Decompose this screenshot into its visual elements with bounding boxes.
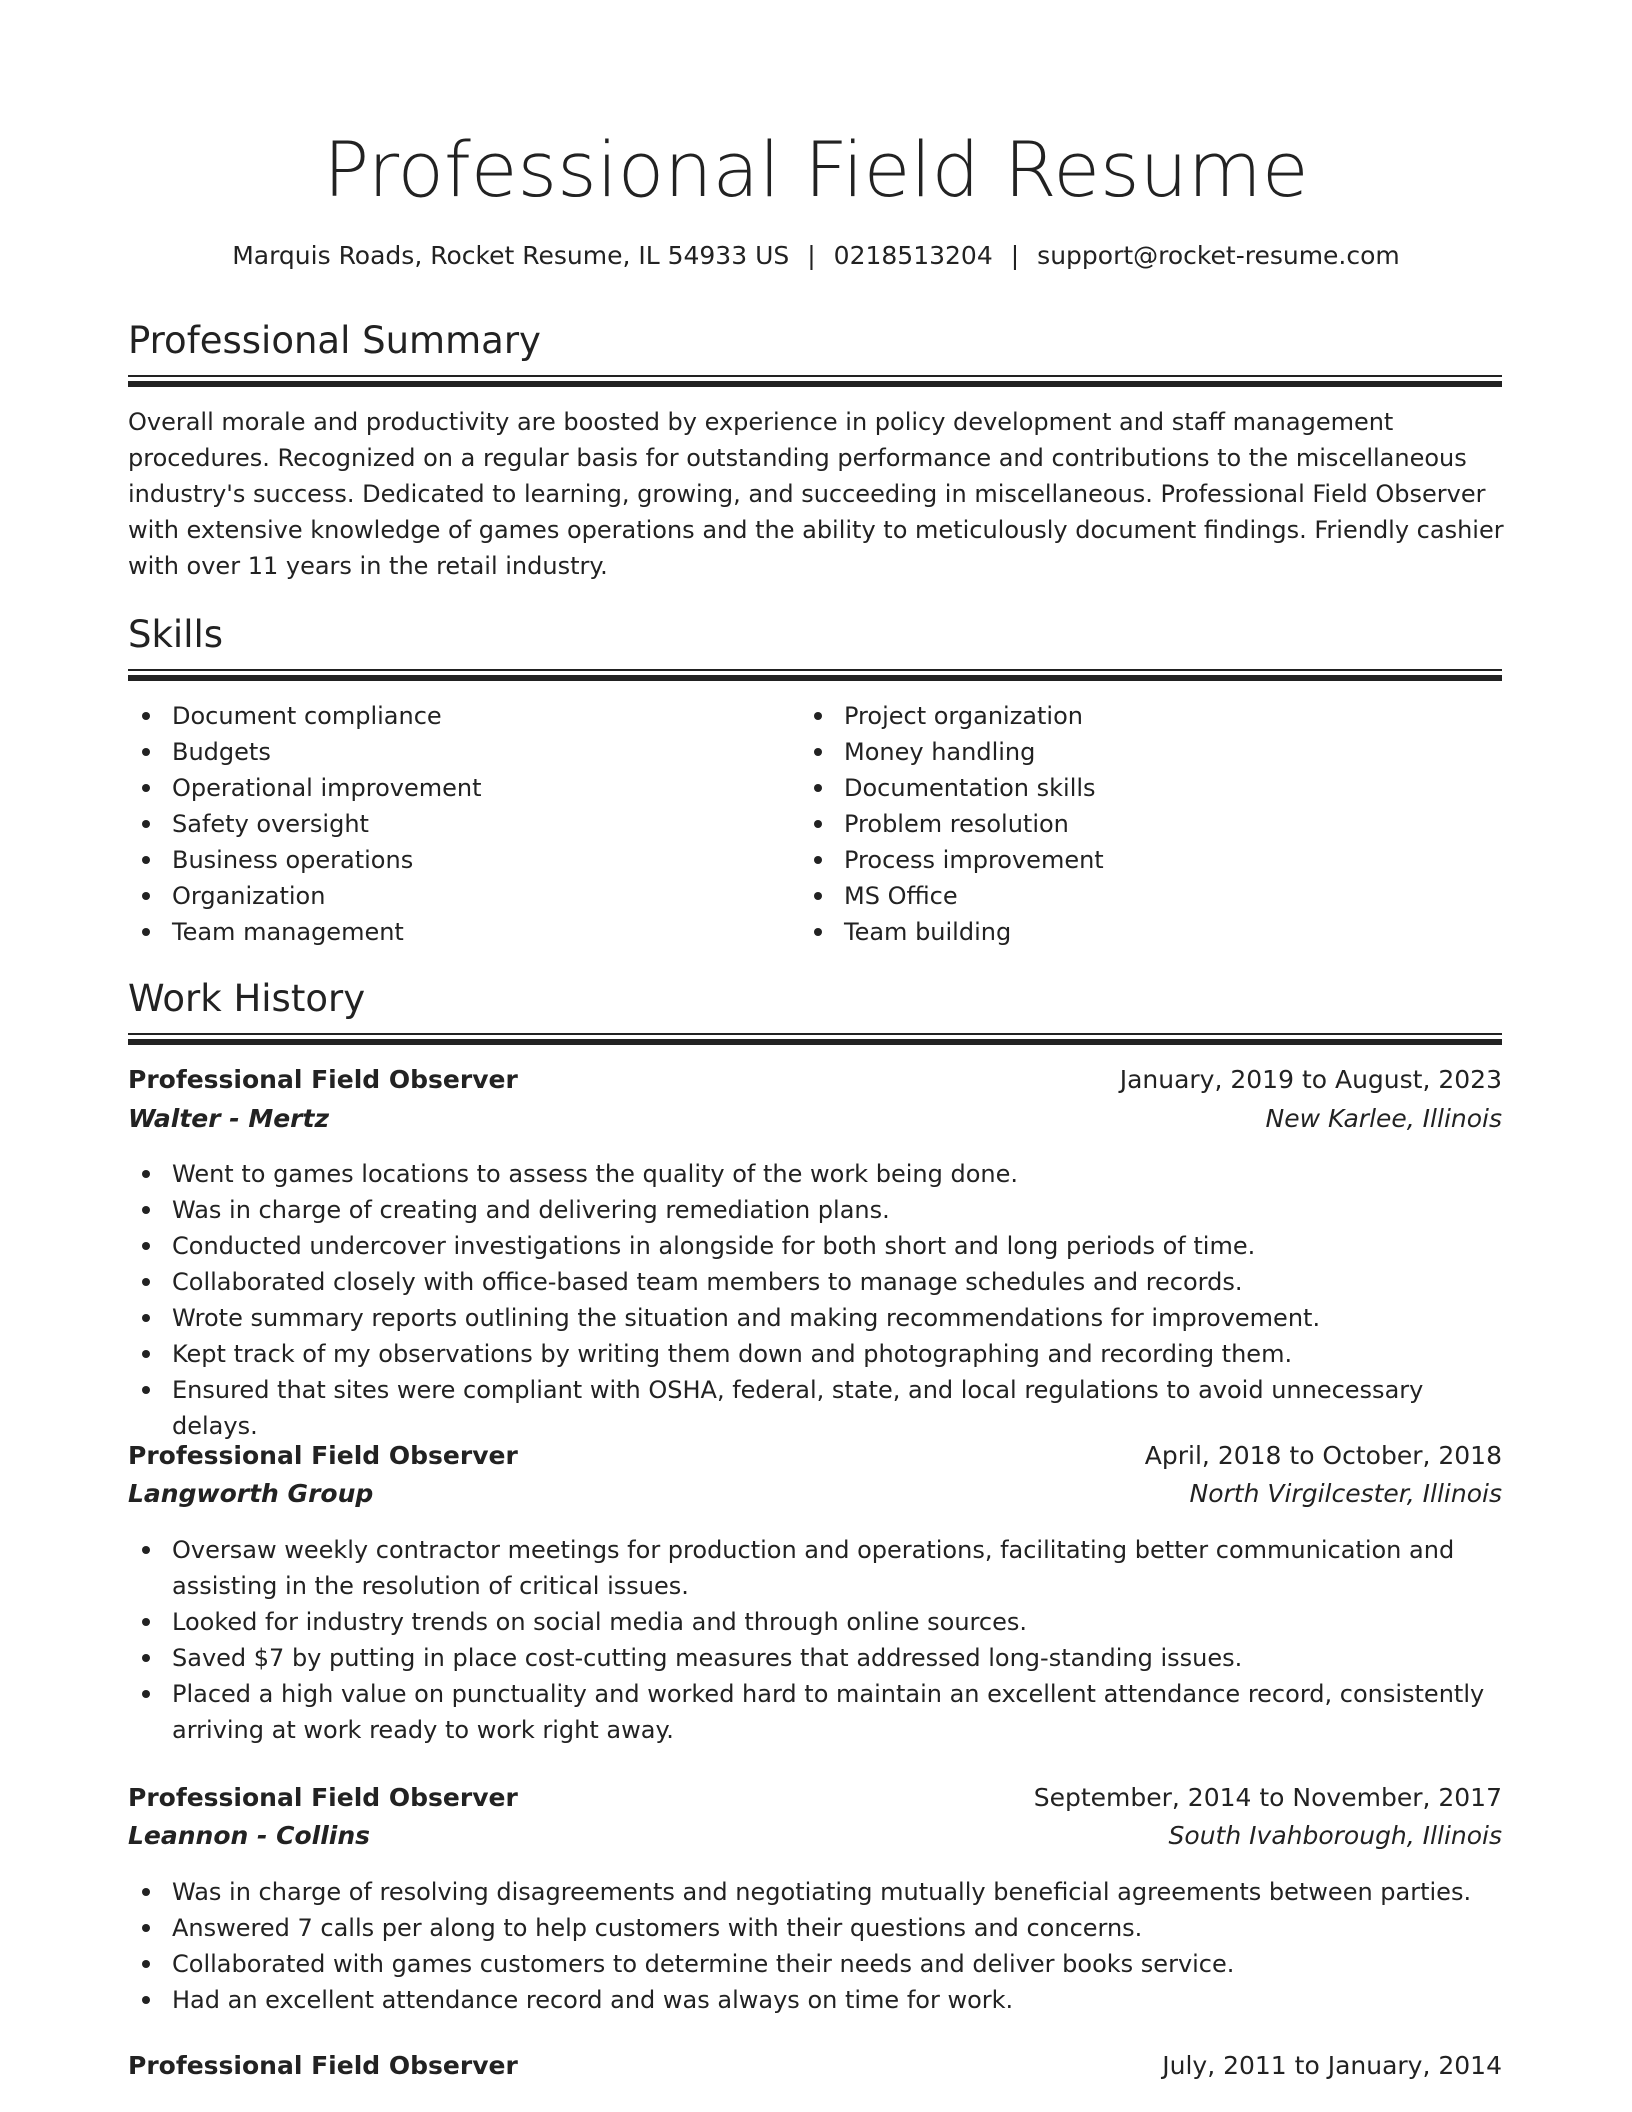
job-bullets — [128, 1874, 1508, 2018]
job-company: Leannon - Collins — [128, 1821, 371, 1850]
job-location: New Karlee, Illinois — [1265, 1104, 1502, 1133]
section-divider — [128, 669, 1502, 681]
skill-item: Team building — [800, 914, 1480, 950]
job-title: Professional Field Observer — [128, 1441, 518, 1470]
job-location: South Ivahborough, Illinois — [1168, 1821, 1502, 1850]
contact-separator: | — [807, 241, 816, 270]
section-divider — [128, 1033, 1502, 1045]
section-divider — [128, 375, 1502, 387]
job-dates: July, 2011 to January, 2014 — [1162, 2051, 1502, 2080]
skill-item: Budgets — [128, 734, 768, 770]
skill-item: Documentation skills — [800, 770, 1480, 806]
contact-line — [0, 238, 1632, 274]
section-title-work-history: Work History — [128, 977, 366, 1020]
job-bullet: Placed a high value on punctuality and worked hard to maintain an excellent attendance record, consistently arriving at work ready to work right away. — [128, 1676, 1508, 1748]
job-company: Walter - Mertz — [128, 1104, 330, 1133]
skill-item: Operational improvement — [128, 770, 768, 806]
contact-email[interactable]: support@rocket-resume.com — [1037, 241, 1400, 270]
skills-list-left — [128, 698, 768, 950]
job-bullet: Wrote summary reports outlining the situation and making recommendations for improvement. — [128, 1300, 1508, 1336]
job-company: Langworth Group — [128, 1479, 374, 1508]
section-title-skills: Skills — [128, 613, 224, 656]
job-dates: January, 2019 to August, 2023 — [1119, 1065, 1502, 1094]
job-bullet: Had an excellent attendance record and was always on time for work. — [128, 1982, 1508, 2018]
job-bullet: Was in charge of resolving disagreements and negotiating mutually beneficial agreements between parties. — [128, 1874, 1508, 1910]
job-title: Professional Field Observer — [128, 1065, 518, 1094]
skills-list-right — [800, 698, 1480, 950]
job-title: Professional Field Observer — [128, 2051, 518, 2080]
job-bullet: Looked for industry trends on social media and through online sources. — [128, 1604, 1508, 1640]
job-bullet: Conducted undercover investigations in alongside for both short and long periods of time. — [128, 1228, 1508, 1264]
job-bullets — [128, 1532, 1508, 1748]
contact-address: Marquis Roads, Rocket Resume, IL 54933 US — [232, 241, 790, 270]
contact-separator: | — [1010, 241, 1020, 270]
job-bullet: Answered 7 calls per along to help customers with their questions and concerns. — [128, 1910, 1508, 1946]
job-location: North Virgilcester, Illinois — [1189, 1479, 1502, 1508]
job-bullet: Collaborated closely with office-based team members to manage schedules and records. — [128, 1264, 1508, 1300]
job-bullet: Kept track of my observations by writing them down and photographing and recording them. — [128, 1336, 1508, 1372]
job-dates: April, 2018 to October, 2018 — [1144, 1441, 1502, 1470]
skill-item: Team management — [128, 914, 768, 950]
skill-item: Problem resolution — [800, 806, 1480, 842]
section-title-summary: Professional Summary — [128, 319, 541, 362]
skill-item: Process improvement — [800, 842, 1480, 878]
skill-item: Money handling — [800, 734, 1480, 770]
job-bullet: Collaborated with games customers to determine their needs and deliver books service. — [128, 1946, 1508, 1982]
skill-item: Business operations — [128, 842, 768, 878]
contact-phone: 0218513204 — [833, 241, 993, 270]
skill-item: Project organization — [800, 698, 1480, 734]
skill-item: Organization — [128, 878, 768, 914]
job-bullet: Ensured that sites were compliant with OSHA, federal, state, and local regulations to avoid unnecessary delays. — [128, 1372, 1508, 1444]
skill-item: MS Office — [800, 878, 1480, 914]
job-dates: September, 2014 to November, 2017 — [1033, 1783, 1502, 1812]
job-bullet: Went to games locations to assess the quality of the work being done. — [128, 1156, 1508, 1192]
summary-text: Overall morale and productivity are boosted by experience in policy development and staff management procedures. Recognized on a regular basis for outstanding performance and contributions to the miscellaneous industry's success. Dedicated to learning, growing, and succeeding in miscellaneous. Professional Field Observer with extensive knowledge of games operations and the ability to meticulously document findings. Friendly cashier with over 11 years in the retail industry. — [128, 408, 1504, 580]
job-bullets — [128, 1156, 1508, 1444]
resume-title: Professional Field Resume — [323, 125, 1309, 214]
job-title: Professional Field Observer — [128, 1783, 518, 1812]
job-bullet: Was in charge of creating and delivering remediation plans. — [128, 1192, 1508, 1228]
skill-item: Safety oversight — [128, 806, 768, 842]
job-bullet: Oversaw weekly contractor meetings for production and operations, facilitating better communication and assisting in the resolution of critical issues. — [128, 1532, 1508, 1604]
job-bullet: Saved $7 by putting in place cost-cutting measures that addressed long-standing issues. — [128, 1640, 1508, 1676]
skill-item: Document compliance — [128, 698, 768, 734]
